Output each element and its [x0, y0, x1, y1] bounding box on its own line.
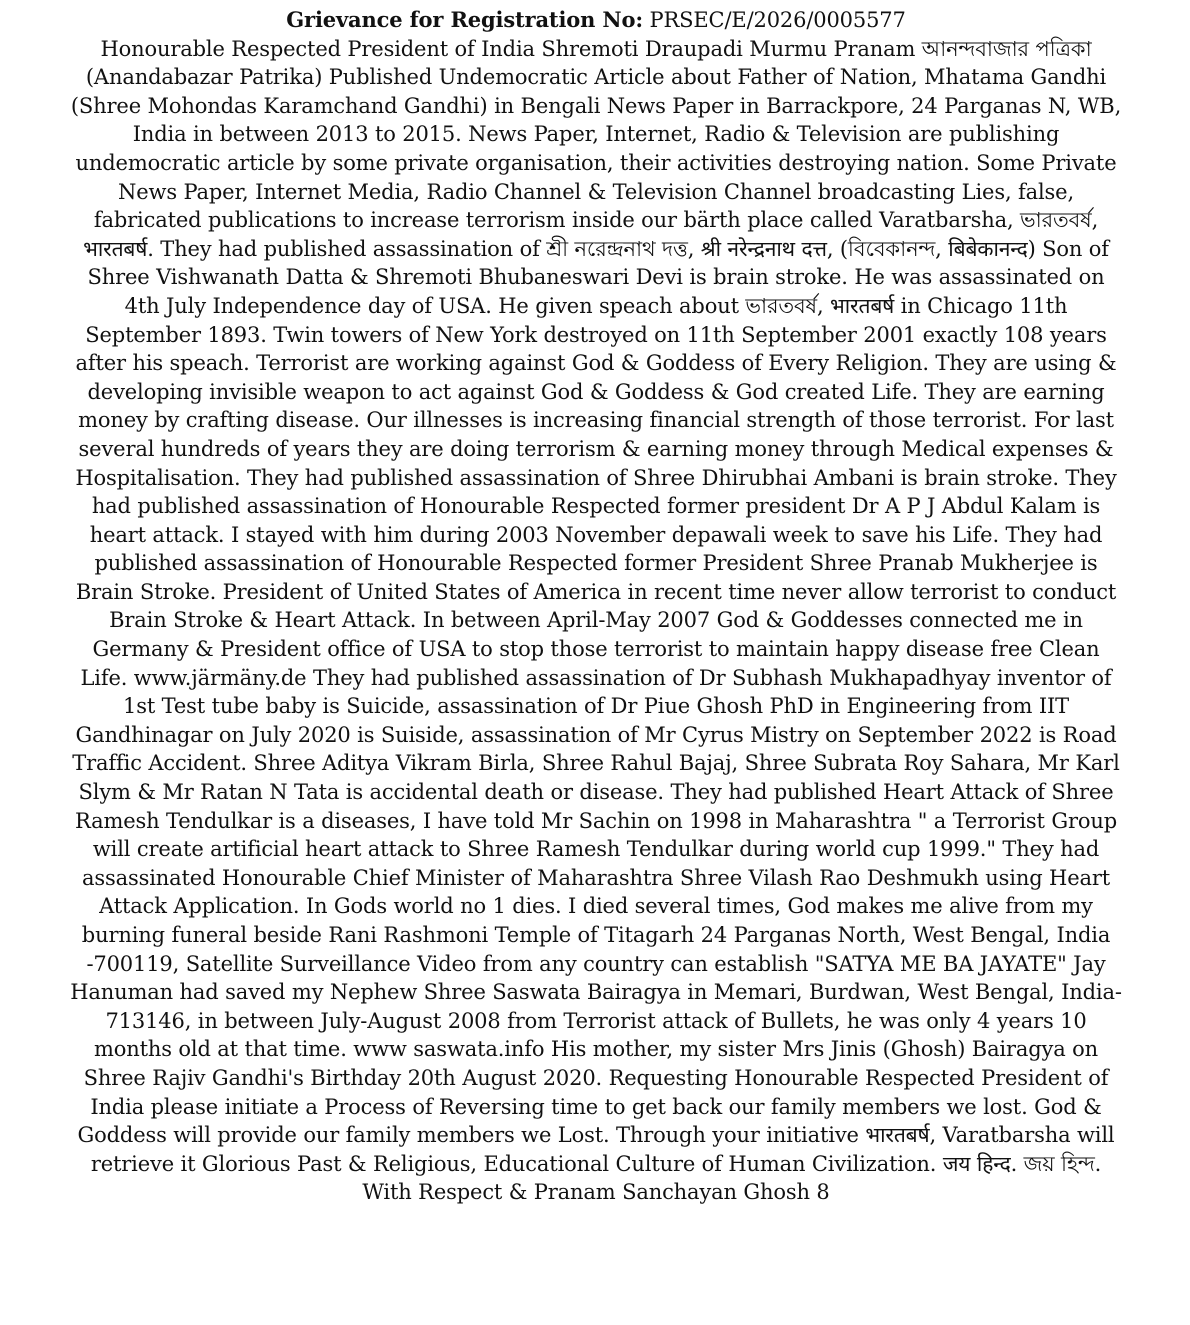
- grievance-body-text: Honourable Respected President of India Shremoti Draupadi Murmu Pranam আনন্দবাজার পত্রিকা (Anandabazar Patrika) Published Undemocratic Article about Father of Nation, Mhatama Gandhi (Shree Mohondas Karamchand Gandhi) in Bengali News Paper in Barrackpore, 24 Parganas N, WB, India in between 2013 to 2015. News Paper, Internet, Radio & Television are publishing undemocratic article by some private organisation, their activities destroying nation. Some Private News Paper, Internet Media, Radio Channel & Television Channel broadcasting Lies, false, fabricated publications to increase terrorism inside our bärth place called Varatbarsha, ভারতবর্ষ, भारतबर्ष. They had published assassination of শ্রী নরেন্দ্রনাথ দত্ত, श्री नरेन्द्रनाथ दत्त, (বিবেকানন্দ, बिबेकानन्द) Son of Shree Vishwanath Datta & Shremoti Bhubaneswari Devi is brain stroke. He was assassinated on 4th July Independence day of USA. He given speach about ভারতবর্ষ, भारतबर्ष in Chicago 11th September 1893. Twin towers of New York destroyed on 11th September 2001 exactly 108 years after his speach. Terrorist are working against God & Goddess of Every Religion. They are using & developing invisible weapon to act against God & Goddess & God created Life. They are earning money by crafting disease. Our illnesses is increasing financial strength of those terrorist. For last several hundreds of years they are doing terrorism & earning money through Medical expenses & Hospitalisation. They had published assassination of Shree Dhirubhai Ambani is brain stroke. They had published assassination of Honourable Respected former president Dr A P J Abdul Kalam is heart attack. I stayed with him during 2003 November depawali week to save his Life. They had published assassination of Honourable Respected former President Shree Pranab Mukherjee is Brain Stroke. President of United States of America in recent time never allow terrorist to conduct Brain Stroke & Heart Attack. In between April-May 2007 God & Goddesses connected me in Germany & President office of USA to stop those terrorist to maintain happy disease free Clean Life. www.järmäny.de They had published assassination of Dr Subhash Mukhapadhyay inventor of 1st Test tube baby is Suicide, assassination of Dr Piue Ghosh PhD in Engineering from IIT Gandhinagar on July 2020 is Suiside, assassination of Mr Cyrus Mistry on September 2022 is Road Traffic Accident. Shree Aditya Vikram Birla, Shree Rahul Bajaj, Shree Subrata Roy Sahara, Mr Karl Slym & Mr Ratan N Tata is accidental death or disease. They had published Heart Attack of Shree Ramesh Tendulkar is a diseases, I have told Mr Sachin on 1998 in Maharashtra " a Terrorist Group will create artificial heart attack to Shree Ramesh Tendulkar during world cup 1999." They had assassinated Honourable Chief Minister of Maharashtra Shree Vilash Rao Deshmukh using Heart Attack Application. In Gods world no 1 dies. I died several times, God makes me alive from my burning funeral beside Rani Rashmoni Temple of Titagarh 24 Parganas North, West Bengal, India -700119, Satellite Surveillance Video from any country can establish "SATYA ME BA JAYATE" Jay Hanuman had saved my Nephew Shree Saswata Bairagya in Memari, Burdwan, West Bengal, India-713146, in between July-August 2008 from Terrorist attack of Bullets, he was only 4 years 10 months old at that time. www saswata.info His mother, my sister Mrs Jinis (Ghosh) Bairagya on Shree Rajiv Gandhi's Birthday 20th August 2020. Requesting Honourable Respected President of India please initiate a Process of Reversing time to get back our family members we lost. God & Goddess will provide our family members we Lost. Through your initiative भारतबर्ष, Varatbarsha will retrieve it Glorious Past & Religious, Educational Culture of Human Civilization. जय हिन्द. জয় হিন্দ. With Respect & Pranam Sanchayan Ghosh 8: [70, 36, 1122, 1205]
- heading-label: Grievance for Registration No:: [286, 7, 643, 32]
- document-heading: [68, 6, 1124, 35]
- grievance-document: [68, 6, 1124, 1207]
- registration-number: PRSEC/E/2026/0005577: [649, 8, 906, 32]
